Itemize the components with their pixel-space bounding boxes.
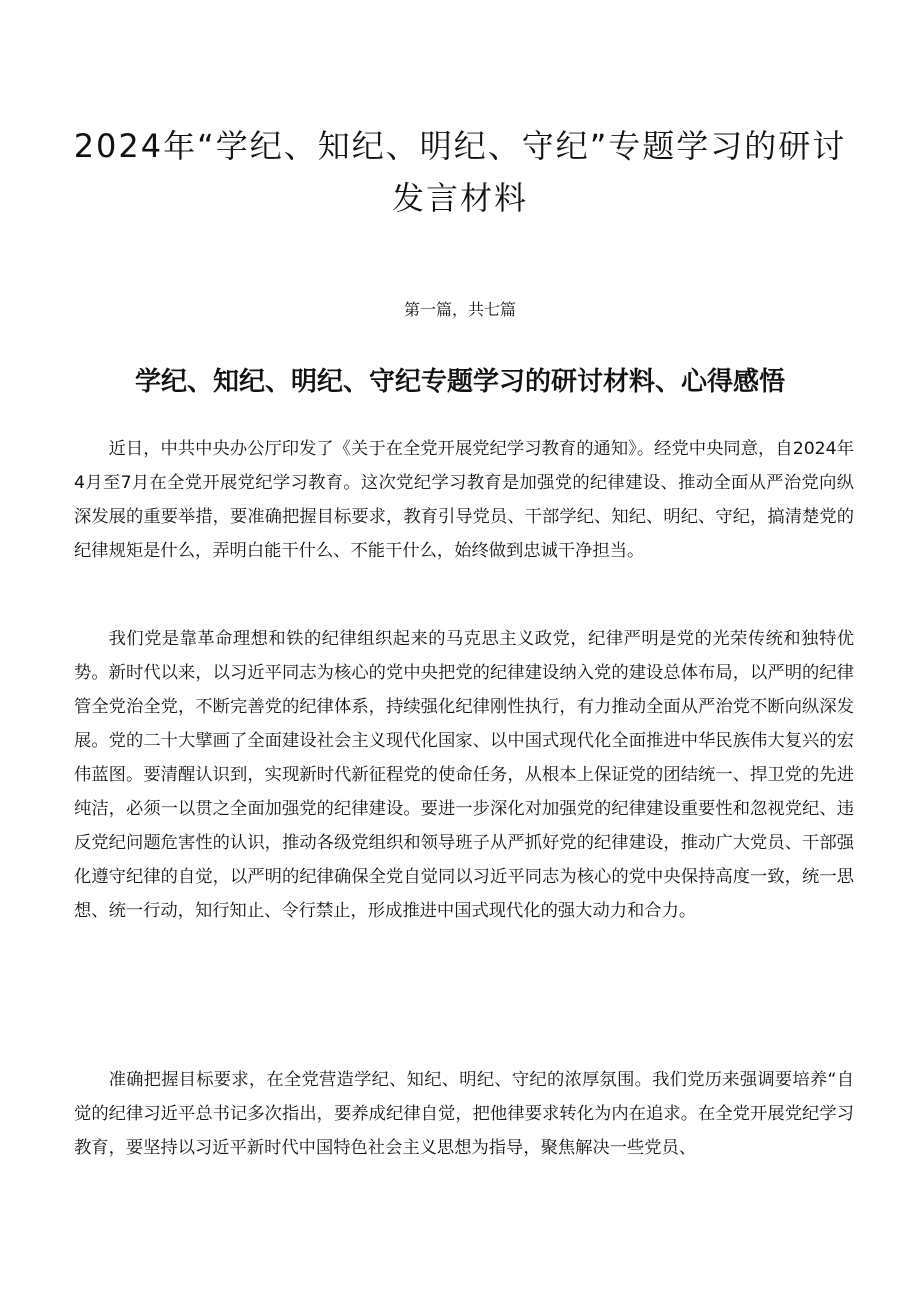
body-paragraph: 准确把握目标要求，在全党营造学纪、知纪、明纪、守纪的浓厚氛围。我们党历来强调要培养“自觉的纪律习近平总书记多次指出，要养成纪律自觉，把他律要求转化为内在追求。在全党开展党纪学习教育，要坚持以习近平新时代中国特色社会主义思想为指导，聚焦解决一些党员、 [74, 1070, 854, 1158]
body-paragraph: 近日，中共中央办公厅印发了《关于在全党开展党纪学习教育的通知》。经党中央同意，自2024年4月至7月在全党开展党纪学习教育。这次党纪学习教育是加强党的纪律建设、推动全面从严治党向纵深发展的重要举措，要准确把握目标要求，教育引导党员、干部学纪、知纪、明纪、守纪，搞清楚党的纪律规矩是什么，弄明白能干什么、不能干什么，始终做到忠诚干净担当。 [74, 439, 854, 561]
section-title: 学纪、知纪、明纪、守纪专题学习的研讨材料、心得感悟 [134, 367, 785, 397]
body-paragraph: 我们党是靠革命理想和铁的纪律组织起来的马克思主义政党，纪律严明是党的光荣传统和独特优势。新时代以来，以习近平同志为核心的党中央把党的纪律建设纳入党的建设总体布局，以严明的纪律管全党治全党，不断完善党的纪律体系，持续强化纪律刚性执行，有力推动全面从严治党不断向纵深发展。党的二十大擘画了全面建设社会主义现代化国家、以中国式现代化全面推进中华民族伟大复兴的宏伟蓝图。要清醒认识到，实现新时代新征程党的使命任务，从根本上保证党的团结统一、捍卫党的先进纯洁，必须一以贯之全面加强党的纪律建设。要进一步深化对加强党的纪律建设重要性和忽视党纪、违反党纪问题危害性的认识，推动各级党组织和领导班子从严抓好党的纪律建设，推动广大党员、干部强化遵守纪律的自觉，以严明的纪律确保全党自觉同以习近平同志为核心的党中央保持高度一致，统一思想、统一行动，知行知止、令行禁止，形成推进中国式现代化的强大动力和合力。 [74, 629, 854, 921]
document-title: 2024年“学纪、知纪、明纪、守纪”专题学习的研讨发言材料 [73, 127, 847, 217]
chapter-indicator: 第一篇，共七篇 [403, 300, 516, 319]
